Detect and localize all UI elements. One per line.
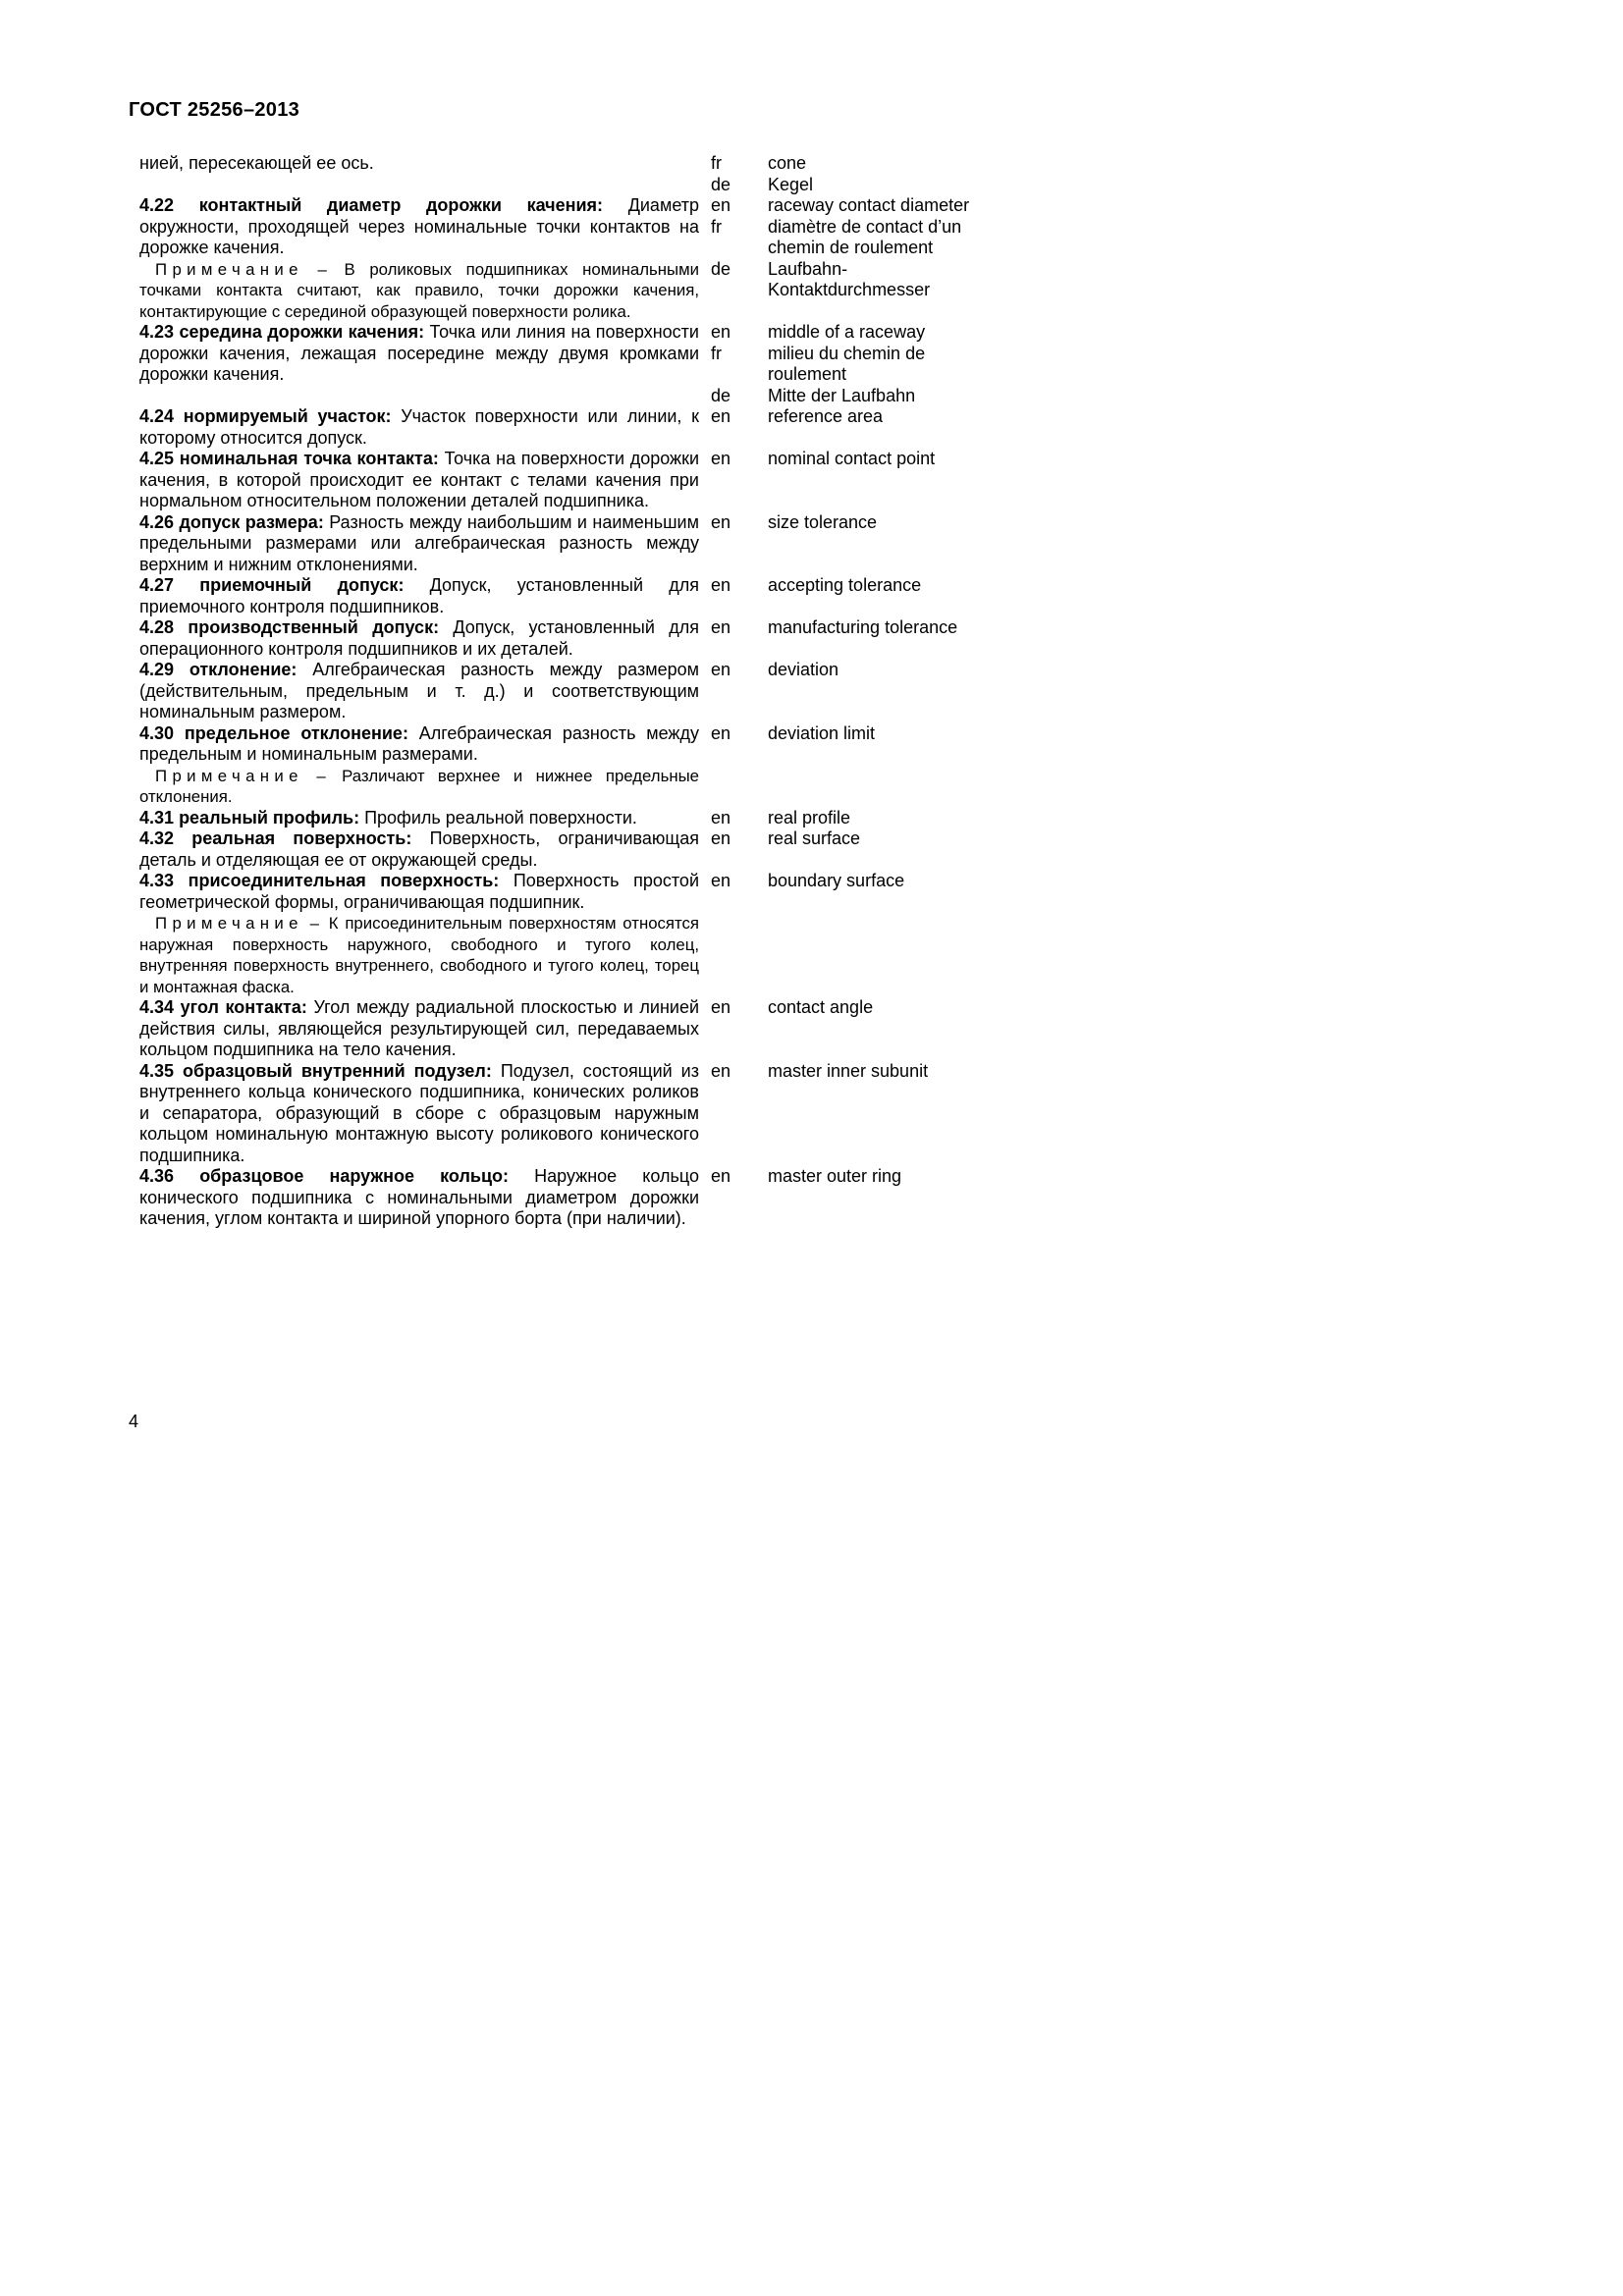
definition-paragraph	[139, 808, 699, 829]
term-translations	[711, 322, 986, 406]
term-entry	[139, 406, 986, 449]
term-definition	[139, 449, 699, 512]
definition-paragraph	[139, 871, 699, 913]
translation-row	[711, 195, 986, 217]
term-name: нормируемый участок:	[183, 406, 392, 426]
note-label: Примечание	[155, 766, 303, 785]
term-name: середина дорожки качения:	[179, 322, 425, 342]
term-entry	[139, 617, 986, 660]
language-code: en	[711, 449, 731, 468]
note-text: В роликовых подшипниках номинальными точками контакта считают, как правило, точки дорожки качения, контактирующие с серединой образующей поверхности ролика.	[139, 259, 699, 321]
term-entry	[139, 322, 986, 406]
term-translations	[711, 997, 986, 1019]
term-text: Допуск, установленный для операционного контроля подшипников и их деталей.	[139, 617, 699, 659]
term-name: отклонение:	[189, 660, 298, 679]
term-note	[139, 259, 699, 323]
term-name: реальный профиль:	[179, 807, 360, 828]
translation-row	[711, 512, 986, 534]
term-definition	[139, 660, 699, 723]
translation-row	[711, 217, 986, 259]
term-definition	[139, 723, 699, 808]
translation-row	[711, 575, 986, 597]
term-entry	[139, 449, 986, 512]
term-translations	[711, 512, 986, 534]
definition-paragraph	[139, 195, 699, 259]
definition-paragraph	[139, 723, 699, 766]
term-text: Разность между наибольшим и наименьшим предельными размерами или алгебраическая разность между верхним и нижним отклонениями.	[139, 511, 699, 574]
translation-row	[711, 259, 986, 301]
term-name: приемочный допуск:	[199, 575, 405, 595]
term-number: 4.26	[139, 511, 175, 532]
note-dash: –	[317, 259, 327, 279]
translation-text: milieu du chemin de roulement	[768, 343, 926, 384]
note-label: Примечание	[155, 259, 303, 279]
translation-text: Mitte der Laufbahn	[768, 385, 916, 405]
term-text: Участок поверхности или линии, к которому относится допуск.	[139, 406, 699, 448]
term-text: Поверхность, ограничивающая деталь и отделяющая ее от окружающей среды.	[139, 828, 699, 870]
term-translations	[711, 1061, 986, 1083]
term-entry	[139, 660, 986, 723]
language-code: en	[711, 660, 731, 679]
term-entry	[139, 153, 986, 195]
term-translations	[711, 153, 986, 195]
language-code: en	[711, 406, 731, 426]
translation-row	[711, 997, 986, 1019]
term-translations	[711, 1166, 986, 1188]
note-dash: –	[309, 914, 320, 933]
language-code: fr	[711, 343, 722, 363]
term-number: 4.36	[139, 1166, 175, 1186]
term-number: 4.32	[139, 828, 175, 848]
term-number: 4.35	[139, 1060, 175, 1081]
translation-text: deviation limit	[768, 722, 876, 743]
definition-paragraph	[139, 828, 699, 871]
language-code: en	[711, 1060, 731, 1081]
definition-paragraph	[139, 575, 699, 617]
term-text: Угол между радиальной плоскостью и линией действия силы, являющейся результирующей сил, передаваемых кольцом подшипника на тело качения.	[139, 997, 700, 1059]
term-text: Поверхность простой геометрической формы, ограничивающая подшипник.	[139, 871, 699, 912]
term-number: 4.25	[139, 449, 175, 468]
note-label: Примечание	[155, 914, 303, 933]
translation-text: Laufbahn-Kontaktdurchmesser	[768, 258, 931, 299]
definition-paragraph	[139, 660, 699, 723]
language-code: en	[711, 617, 731, 637]
note-text: К присоединительным поверхностям относятся наружная поверхность наружного, свободного и тугого колец, внутренняя поверхность внутреннего, свободного и тугого колец, торец и монтажная фаска.	[139, 914, 699, 996]
term-definition	[139, 1166, 699, 1230]
translation-text: nominal contact point	[768, 449, 936, 468]
term-entry	[139, 808, 986, 829]
term-definition	[139, 828, 699, 871]
definition-paragraph	[139, 1061, 699, 1167]
term-translations	[711, 617, 986, 639]
term-definition	[139, 617, 699, 660]
translation-text: middle of a raceway	[768, 322, 926, 342]
definition-paragraph	[139, 617, 699, 660]
language-code: fr	[711, 153, 722, 173]
term-definition	[139, 153, 699, 175]
language-code: de	[711, 385, 731, 405]
term-note	[139, 766, 699, 808]
term-text: Точка или линия на поверхности дорожки качения, лежащая посередине между двумя кромками дорожки качения.	[139, 322, 699, 384]
term-translations	[711, 808, 986, 829]
note-dash: –	[316, 766, 326, 785]
language-code: en	[711, 828, 731, 848]
term-translations	[711, 871, 986, 892]
term-text: Алгебраическая разность между размером (действительным, предельным и т. д.) и соответствующим номинальным размером.	[139, 660, 699, 721]
term-number: 4.31	[139, 807, 175, 828]
term-number: 4.33	[139, 871, 175, 890]
translation-text: accepting tolerance	[768, 575, 922, 595]
term-definition	[139, 871, 699, 997]
translation-row	[711, 386, 986, 407]
language-code: en	[711, 195, 731, 215]
language-code: en	[711, 511, 731, 532]
term-name: присоединительная поверхность:	[188, 871, 500, 890]
term-text: Наружное кольцо конического подшипника с номинальными диаметром дорожки качения, углом контакта и шириной упорного борта (при наличии).	[139, 1166, 699, 1228]
translation-row	[711, 617, 986, 639]
term-translations	[711, 723, 986, 745]
term-name: реальная поверхность:	[191, 828, 412, 848]
term-text: Подузел, состоящий из внутреннего кольца конического подшипника, конических роликов и сепаратора, образующий в сборе с образцовым наружным кольцом номинальную монтажную высоту роликового конического подшипника.	[139, 1060, 699, 1165]
translation-text: master outer ring	[768, 1166, 902, 1186]
term-definition	[139, 1061, 699, 1167]
term-name: предельное отклонение:	[184, 722, 408, 743]
language-code: en	[711, 722, 731, 743]
translation-text: deviation	[768, 660, 839, 679]
term-definition	[139, 808, 699, 829]
term-definition	[139, 997, 699, 1061]
term-entry	[139, 1061, 986, 1167]
translation-text: cone	[768, 153, 807, 173]
translation-text: manufacturing tolerance	[768, 617, 958, 637]
translation-text: real profile	[768, 807, 851, 828]
term-entry	[139, 997, 986, 1061]
translation-text: reference area	[768, 406, 884, 426]
translation-row	[711, 449, 986, 470]
definition-paragraph	[139, 1166, 699, 1230]
definition-paragraph	[139, 153, 699, 175]
term-translations	[711, 195, 986, 301]
translation-row	[711, 406, 986, 428]
term-entry	[139, 828, 986, 871]
term-name: допуск размера:	[179, 511, 324, 532]
term-text: Диаметр окружности, проходящей через номинальные точки контактов на дорожке качения.	[139, 195, 699, 257]
definition-paragraph	[139, 322, 699, 386]
term-entry	[139, 512, 986, 576]
language-code: en	[711, 871, 731, 890]
translation-text: contact angle	[768, 997, 874, 1017]
language-code: en	[711, 322, 731, 342]
definition-paragraph	[139, 512, 699, 576]
term-definition	[139, 195, 699, 322]
term-entry	[139, 575, 986, 617]
term-definition	[139, 575, 699, 617]
language-code: en	[711, 807, 731, 828]
language-code: en	[711, 575, 731, 595]
translation-text: diamètre de contact d’un chemin de roulement	[768, 216, 962, 257]
translation-row	[711, 828, 986, 850]
term-name: контактный диаметр дорожки качения:	[198, 195, 604, 215]
term-entry	[139, 195, 986, 322]
term-name: угол контакта:	[180, 997, 307, 1017]
translation-row	[711, 153, 986, 175]
terminology-section	[139, 153, 986, 1230]
term-number: 4.23	[139, 322, 175, 342]
page-number: 4	[129, 1412, 139, 1431]
translation-row	[711, 1166, 986, 1188]
term-translations	[711, 449, 986, 470]
translation-row	[711, 322, 986, 344]
term-entry	[139, 1166, 986, 1230]
language-code: de	[711, 258, 731, 279]
term-translations	[711, 660, 986, 681]
note-text: Различают верхнее и нижнее предельные отклонения.	[139, 766, 700, 806]
translation-row	[711, 723, 986, 745]
translation-text: master inner subunit	[768, 1060, 929, 1081]
term-text: Профиль реальной поверхности.	[364, 807, 637, 828]
term-entry	[139, 871, 986, 997]
term-number: 4.28	[139, 617, 175, 637]
language-code: de	[711, 174, 731, 194]
term-entry	[139, 723, 986, 808]
term-name: образцовое наружное кольцо:	[199, 1166, 510, 1186]
translation-text: Kegel	[768, 174, 814, 194]
term-text: Точка на поверхности дорожки качения, в которой происходит ее контакт с телами качения при нормальном относительном положении деталей подшипника.	[139, 449, 700, 510]
translation-text: raceway contact diameter	[768, 195, 970, 215]
term-number: 4.30	[139, 722, 175, 743]
term-name: номинальная точка контакта:	[179, 449, 439, 468]
translation-row	[711, 175, 986, 196]
definition-paragraph	[139, 406, 699, 449]
document-code: ГОСТ 25256–2013	[129, 99, 300, 121]
term-translations	[711, 828, 986, 850]
term-name: производственный допуск:	[188, 617, 440, 637]
translation-row	[711, 660, 986, 681]
term-number: 4.34	[139, 997, 175, 1017]
translation-text: real surface	[768, 828, 861, 848]
translation-row	[711, 1061, 986, 1083]
definition-paragraph	[139, 449, 699, 512]
term-translations	[711, 406, 986, 428]
term-definition	[139, 406, 699, 449]
term-text: нией, пересекающей ее ось.	[139, 153, 374, 173]
translation-text: size tolerance	[768, 511, 878, 532]
translation-row	[711, 344, 986, 386]
language-code: fr	[711, 216, 722, 237]
language-code: en	[711, 997, 731, 1017]
language-code: en	[711, 1166, 731, 1186]
translation-row	[711, 808, 986, 829]
term-definition	[139, 322, 699, 386]
term-text: Допуск, установленный для приемочного контроля подшипников.	[139, 575, 699, 616]
definition-paragraph	[139, 997, 699, 1061]
term-note	[139, 913, 699, 997]
translation-text: boundary surface	[768, 871, 905, 890]
term-number: 4.27	[139, 575, 175, 595]
translation-row	[711, 871, 986, 892]
term-number: 4.22	[139, 195, 175, 215]
term-name: образцовый внутренний подузел:	[183, 1060, 492, 1081]
term-definition	[139, 512, 699, 576]
term-number: 4.29	[139, 660, 175, 679]
term-translations	[711, 575, 986, 597]
term-number: 4.24	[139, 406, 175, 426]
term-text: Алгебраическая разность между предельным и номинальным размерами.	[139, 722, 699, 764]
